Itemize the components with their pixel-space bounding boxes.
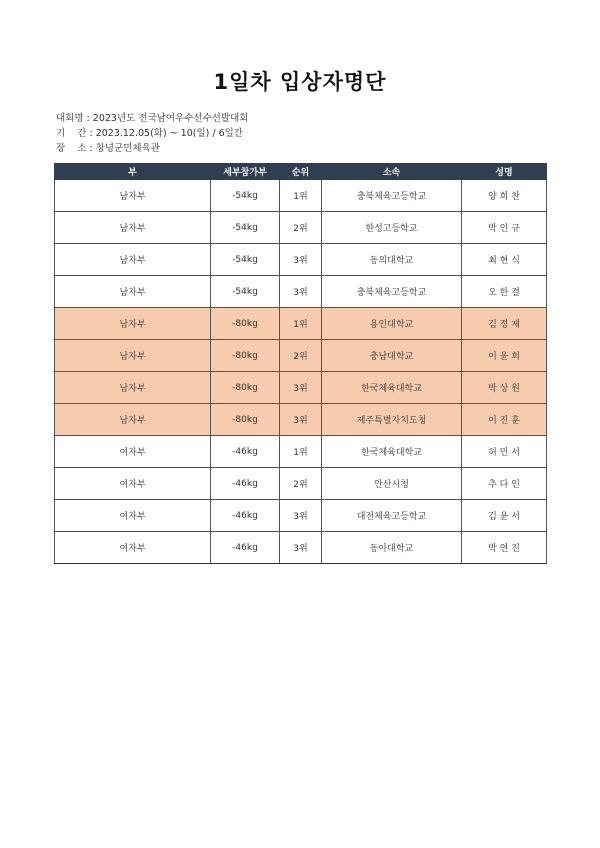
table-row <box>55 276 547 308</box>
results-table <box>54 163 547 564</box>
cell-weight-class: -80kg <box>211 404 280 436</box>
cell-weight-class: -54kg <box>211 276 280 308</box>
cell-affiliation: 한국체육대학교 <box>322 372 462 404</box>
cell-affiliation: 충남대학교 <box>322 340 462 372</box>
cell-rank: 2위 <box>280 468 322 500</box>
table-row <box>55 180 547 212</box>
cell-rank: 1위 <box>280 436 322 468</box>
event-name-value: 2023년도 전국남여우수선수선발대회 <box>92 113 249 124</box>
cell-name: 이 윤 희 <box>462 340 547 372</box>
event-venue-separator: : <box>86 143 96 154</box>
cell-weight-class: -80kg <box>211 340 280 372</box>
cell-rank: 3위 <box>280 276 322 308</box>
cell-division: 여자부 <box>55 500 211 532</box>
cell-weight-class: -80kg <box>211 372 280 404</box>
cell-weight-class: -46kg <box>211 468 280 500</box>
cell-affiliation: 제주특별자치도청 <box>322 404 462 436</box>
cell-rank: 2위 <box>280 212 322 244</box>
event-period-separator: : <box>86 128 96 139</box>
cell-weight-class: -54kg <box>211 212 280 244</box>
table-row <box>55 468 547 500</box>
cell-name: 박 상 원 <box>462 372 547 404</box>
cell-division: 남자부 <box>55 276 211 308</box>
cell-division: 여자부 <box>55 532 211 564</box>
cell-weight-class: -46kg <box>211 532 280 564</box>
cell-rank: 3위 <box>280 244 322 276</box>
cell-name: 김 정 제 <box>462 308 547 340</box>
header-division: 부 <box>55 164 211 180</box>
cell-name: 양 희 찬 <box>462 180 547 212</box>
cell-name: 오 한 결 <box>462 276 547 308</box>
table-row <box>55 532 547 564</box>
event-period-label: 기 간 <box>56 128 87 139</box>
cell-affiliation: 한국체육대학교 <box>322 436 462 468</box>
cell-rank: 2위 <box>280 340 322 372</box>
cell-name: 이 진 훈 <box>462 404 547 436</box>
cell-weight-class: -54kg <box>211 244 280 276</box>
table-row <box>55 308 547 340</box>
event-venue-value: 창녕군민체육관 <box>95 143 160 154</box>
header-weight-class: 세부참가부 <box>211 164 280 180</box>
cell-affiliation: 용인대학교 <box>322 308 462 340</box>
cell-affiliation: 안산시청 <box>322 468 462 500</box>
cell-name: 박 연 진 <box>462 532 547 564</box>
cell-rank: 1위 <box>280 308 322 340</box>
table-row <box>55 340 547 372</box>
table-row <box>55 372 547 404</box>
cell-division: 남자부 <box>55 308 211 340</box>
event-name-separator: : <box>83 113 93 124</box>
cell-affiliation: 충북체육고등학교 <box>322 180 462 212</box>
cell-name: 허 민 서 <box>462 436 547 468</box>
table-row <box>55 436 547 468</box>
cell-affiliation: 대전체육고등학교 <box>322 500 462 532</box>
cell-affiliation: 동아대학교 <box>322 532 462 564</box>
cell-weight-class: -46kg <box>211 436 280 468</box>
table-row <box>55 500 547 532</box>
cell-name: 김 윤 서 <box>462 500 547 532</box>
cell-division: 남자부 <box>55 404 211 436</box>
cell-rank: 3위 <box>280 532 322 564</box>
cell-rank: 1위 <box>280 180 322 212</box>
header-affiliation: 소속 <box>322 164 462 180</box>
event-info <box>56 111 248 156</box>
cell-division: 남자부 <box>55 212 211 244</box>
event-venue-label: 장 소 <box>56 143 87 154</box>
event-period-value: 2023.12.05(화) ~ 10(일) / 6일간 <box>95 128 243 139</box>
cell-weight-class: -46kg <box>211 500 280 532</box>
cell-division: 여자부 <box>55 468 211 500</box>
table-row <box>55 244 547 276</box>
cell-division: 남자부 <box>55 372 211 404</box>
table-row <box>55 212 547 244</box>
cell-affiliation: 한성고등학교 <box>322 212 462 244</box>
cell-affiliation: 동의대학교 <box>322 244 462 276</box>
event-period-row <box>56 126 248 141</box>
cell-division: 남자부 <box>55 340 211 372</box>
cell-rank: 3위 <box>280 500 322 532</box>
cell-name: 박 인 규 <box>462 212 547 244</box>
header-rank: 순위 <box>280 164 322 180</box>
table-header-row <box>55 164 547 180</box>
cell-weight-class: -80kg <box>211 308 280 340</box>
cell-weight-class: -54kg <box>211 180 280 212</box>
cell-division: 남자부 <box>55 180 211 212</box>
table-row <box>55 404 547 436</box>
header-name: 성명 <box>462 164 547 180</box>
cell-rank: 3위 <box>280 372 322 404</box>
cell-rank: 3위 <box>280 404 322 436</box>
page-title: 1일차 입상자명단 <box>213 70 387 94</box>
cell-name: 추 다 인 <box>462 468 547 500</box>
cell-name: 최 현 식 <box>462 244 547 276</box>
cell-division: 여자부 <box>55 436 211 468</box>
table-body <box>55 180 547 564</box>
cell-affiliation: 충북체육고등학교 <box>322 276 462 308</box>
event-name-row <box>56 111 248 126</box>
event-venue-row <box>56 141 248 156</box>
cell-division: 남자부 <box>55 244 211 276</box>
event-name-label: 대회명 <box>56 113 84 124</box>
